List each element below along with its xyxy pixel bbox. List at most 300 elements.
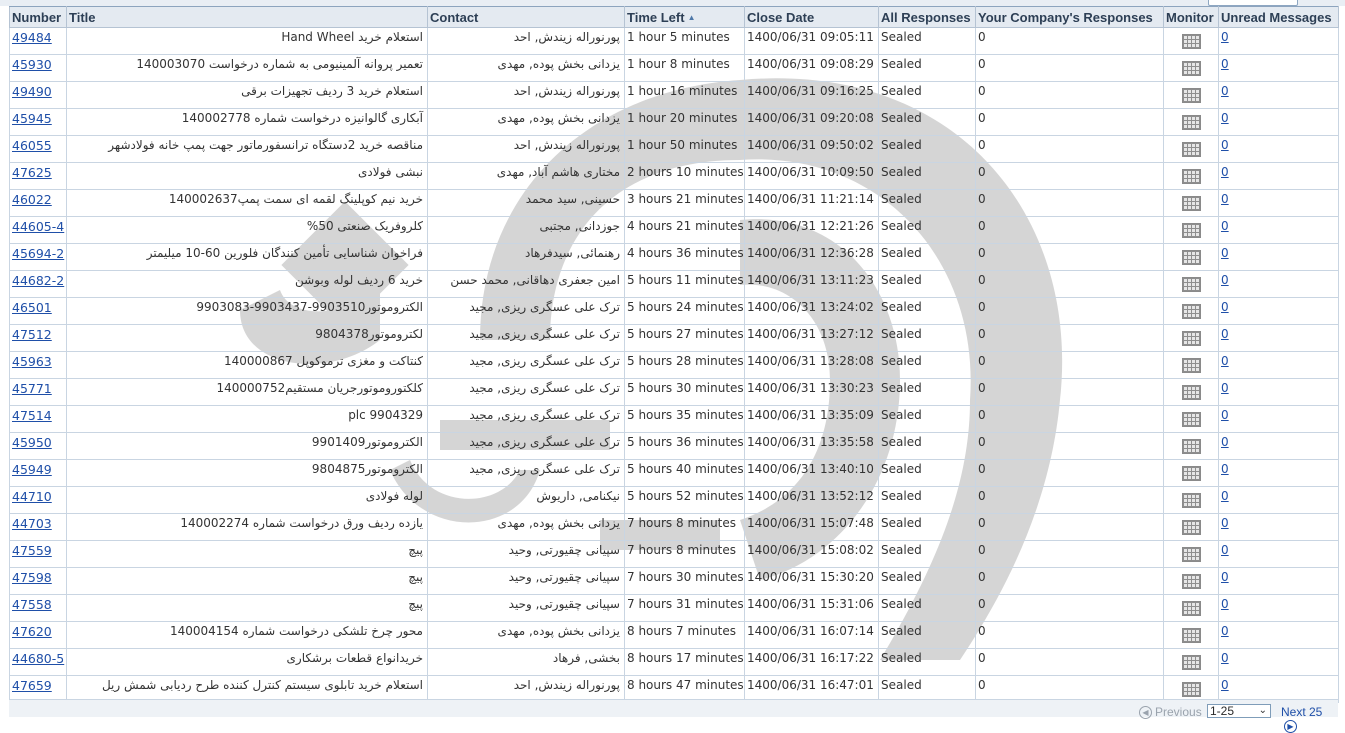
request-number-link[interactable]: 45945 <box>12 111 52 126</box>
cell-unread <box>1219 460 1339 487</box>
cell-contact <box>428 352 625 379</box>
request-title: لکتروموتور9804378 <box>315 327 423 341</box>
cell-close-date <box>745 622 879 649</box>
close-date-value: 1400/06/31 09:20:08 <box>747 111 874 125</box>
time-left-value: 8 hours 7 minutes <box>627 624 737 638</box>
cell-unread <box>1219 28 1339 55</box>
request-number-link[interactable]: 49484 <box>12 30 52 45</box>
cell-unread <box>1219 433 1339 460</box>
cell-all-responses <box>879 82 976 109</box>
cell-close-date <box>745 352 879 379</box>
cell-time-left <box>625 595 745 622</box>
table-row <box>10 109 1339 136</box>
cell-number <box>10 28 67 55</box>
cell-close-date <box>745 514 879 541</box>
your-responses-value: 0 <box>978 111 986 125</box>
col-header-number[interactable] <box>10 7 67 28</box>
all-responses-value: Sealed <box>881 516 922 530</box>
unread-messages-link[interactable]: 0 <box>1221 543 1229 557</box>
table-row <box>10 379 1339 406</box>
request-number-link[interactable]: 45771 <box>12 381 52 396</box>
time-left-value: 1 hour 5 minutes <box>627 30 730 44</box>
cell-all-responses <box>879 136 976 163</box>
all-responses-value: Sealed <box>881 543 922 557</box>
cell-monitor <box>1164 379 1219 406</box>
next-link[interactable] <box>1281 705 1338 733</box>
request-title: تعمیر پروانه آلمینیومی به شماره درخواست 140003070 <box>136 57 423 71</box>
cell-time-left <box>625 271 745 298</box>
cell-monitor <box>1164 109 1219 136</box>
your-responses-value: 0 <box>978 219 986 233</box>
request-title: الکتروموتور9804875 <box>311 462 423 476</box>
cell-contact <box>428 55 625 82</box>
request-number-link[interactable]: 44680-5 <box>12 651 65 666</box>
request-title: پیچ <box>408 543 423 557</box>
all-responses-value: Sealed <box>881 138 922 152</box>
request-number-link[interactable]: 45949 <box>12 462 52 477</box>
all-responses-value: Sealed <box>881 192 922 206</box>
cell-time-left <box>625 352 745 379</box>
request-number-link[interactable]: 44710 <box>12 489 52 504</box>
cell-time-left <box>625 568 745 595</box>
unread-messages-link[interactable]: 0 <box>1221 354 1229 368</box>
cell-close-date <box>745 271 879 298</box>
cell-all-responses <box>879 487 976 514</box>
cell-your-responses <box>976 352 1164 379</box>
monitor-grid-icon[interactable] <box>1182 223 1201 238</box>
cell-all-responses <box>879 325 976 352</box>
request-number-link[interactable]: 46022 <box>12 192 52 207</box>
your-responses-value: 0 <box>978 300 986 314</box>
unread-messages-link[interactable]: 0 <box>1221 381 1229 395</box>
cell-your-responses <box>976 82 1164 109</box>
cell-your-responses <box>976 487 1164 514</box>
contact-name: ترک علی عسگری ریزی, مجید <box>469 462 620 476</box>
cell-unread <box>1219 55 1339 82</box>
monitor-grid-icon[interactable] <box>1182 655 1201 670</box>
cell-all-responses <box>879 55 976 82</box>
contact-name: ترک علی عسگری ریزی, مجید <box>469 354 620 368</box>
cell-contact <box>428 379 625 406</box>
your-responses-value: 0 <box>978 354 986 368</box>
close-date-value: 1400/06/31 10:09:50 <box>747 165 874 179</box>
cell-close-date <box>745 379 879 406</box>
table-row <box>10 622 1339 649</box>
unread-messages-link[interactable]: 0 <box>1221 30 1229 44</box>
unread-messages-link[interactable]: 0 <box>1221 408 1229 422</box>
cell-all-responses <box>879 433 976 460</box>
cell-contact <box>428 541 625 568</box>
contact-name: رهنمائی, سیدفرهاد <box>525 246 620 260</box>
cell-unread <box>1219 136 1339 163</box>
cell-monitor <box>1164 163 1219 190</box>
contact-name: بخشی, فرهاد <box>552 651 620 665</box>
monitor-grid-icon[interactable] <box>1182 493 1201 508</box>
cell-your-responses <box>976 136 1164 163</box>
cell-all-responses <box>879 514 976 541</box>
time-left-value: 7 hours 8 minutes <box>627 543 737 557</box>
cell-time-left <box>625 217 745 244</box>
table-row <box>10 271 1339 298</box>
unread-messages-link[interactable]: 0 <box>1221 516 1229 530</box>
cell-your-responses <box>976 460 1164 487</box>
request-title: plc 9904329 <box>348 408 423 422</box>
monitor-grid-icon[interactable] <box>1182 142 1201 157</box>
your-responses-value: 0 <box>978 327 986 341</box>
time-left-value: 4 hours 36 minutes <box>627 246 744 260</box>
cell-all-responses <box>879 541 976 568</box>
col-header-title-label: Title <box>69 9 96 25</box>
your-responses-value: 0 <box>978 489 986 503</box>
col-header-your-responses[interactable] <box>976 7 1164 28</box>
contact-name: پورنوراله زیندش, احد <box>513 678 620 692</box>
your-responses-value: 0 <box>978 381 986 395</box>
all-responses-value: Sealed <box>881 489 922 503</box>
request-number-link[interactable]: 47620 <box>12 624 52 639</box>
cell-contact <box>428 649 625 676</box>
close-date-value: 1400/06/31 16:07:14 <box>747 624 874 638</box>
request-number-link[interactable]: 44703 <box>12 516 52 531</box>
request-number-link[interactable]: 45950 <box>12 435 52 450</box>
monitor-grid-icon[interactable] <box>1182 250 1201 265</box>
request-number-link[interactable]: 46501 <box>12 300 52 315</box>
cell-unread <box>1219 163 1339 190</box>
monitor-grid-icon[interactable] <box>1182 169 1201 184</box>
your-responses-value: 0 <box>978 138 986 152</box>
cell-monitor <box>1164 136 1219 163</box>
request-title: پیچ <box>408 570 423 584</box>
cell-number <box>10 55 67 82</box>
unread-messages-link[interactable]: 0 <box>1221 435 1229 449</box>
col-header-unread-label: Unread Messages <box>1221 9 1332 25</box>
table-row <box>10 217 1339 244</box>
monitor-grid-icon[interactable] <box>1182 412 1201 427</box>
request-number-link[interactable]: 49490 <box>12 84 52 99</box>
request-number-link[interactable]: 45694-2 <box>12 246 65 261</box>
chevron-down-icon: ⌄ <box>1258 705 1267 716</box>
cell-your-responses <box>976 568 1164 595</box>
cell-title <box>67 217 428 244</box>
all-responses-value: Sealed <box>881 219 922 233</box>
cell-number <box>10 271 67 298</box>
cell-monitor <box>1164 55 1219 82</box>
cell-monitor <box>1164 406 1219 433</box>
unread-messages-link[interactable]: 0 <box>1221 165 1229 179</box>
cell-your-responses <box>976 325 1164 352</box>
cell-all-responses <box>879 190 976 217</box>
close-date-value: 1400/06/31 15:07:48 <box>747 516 874 530</box>
monitor-grid-icon[interactable] <box>1182 547 1201 562</box>
cell-all-responses <box>879 622 976 649</box>
contact-name: سپیانی چقیورتی, وحید <box>508 570 620 584</box>
unread-messages-link[interactable]: 0 <box>1221 597 1229 611</box>
cell-title <box>67 352 428 379</box>
cell-close-date <box>745 460 879 487</box>
time-left-value: 7 hours 8 minutes <box>627 516 737 530</box>
time-left-value: 8 hours 17 minutes <box>627 651 744 665</box>
table-row <box>10 568 1339 595</box>
unread-messages-link[interactable]: 0 <box>1221 624 1229 638</box>
request-number-link[interactable]: 47598 <box>12 570 52 585</box>
cell-number <box>10 379 67 406</box>
cell-monitor <box>1164 622 1219 649</box>
table-row <box>10 406 1339 433</box>
request-title: الکتروموتور9903510-9903437-9903083 <box>196 300 423 314</box>
time-left-value: 3 hours 21 minutes <box>627 192 744 206</box>
cell-contact <box>428 217 625 244</box>
time-left-value: 5 hours 11 minutes <box>627 273 744 287</box>
request-number-link[interactable]: 46055 <box>12 138 52 153</box>
request-number-link[interactable]: 47512 <box>12 327 52 342</box>
cell-close-date <box>745 55 879 82</box>
cell-number <box>10 514 67 541</box>
request-title: محور چرخ تلشکی درخواست شماره 140004154 <box>169 624 423 638</box>
unread-messages-link[interactable]: 0 <box>1221 462 1229 476</box>
request-number-link[interactable]: 47559 <box>12 543 52 558</box>
your-responses-value: 0 <box>978 597 986 611</box>
cell-contact <box>428 82 625 109</box>
cell-your-responses <box>976 514 1164 541</box>
all-responses-value: Sealed <box>881 30 922 44</box>
table-row <box>10 28 1339 55</box>
unread-messages-link[interactable]: 0 <box>1221 192 1229 206</box>
cell-close-date <box>745 325 879 352</box>
close-date-value: 1400/06/31 15:30:20 <box>747 570 874 584</box>
monitor-grid-icon[interactable] <box>1182 196 1201 211</box>
col-header-close-date[interactable] <box>745 7 879 28</box>
monitor-grid-icon[interactable] <box>1182 34 1201 49</box>
unread-messages-link[interactable]: 0 <box>1221 111 1229 125</box>
unread-messages-link[interactable]: 0 <box>1221 138 1229 152</box>
contact-name: جوزدانی, مجتبی <box>539 219 620 233</box>
unread-messages-link[interactable]: 0 <box>1221 678 1229 692</box>
monitor-grid-icon[interactable] <box>1182 358 1201 373</box>
contact-name: ترک علی عسگری ریزی, مجید <box>469 435 620 449</box>
cell-time-left <box>625 298 745 325</box>
sort-ascending-icon[interactable]: ▲ <box>687 12 696 22</box>
cell-time-left <box>625 406 745 433</box>
cell-time-left <box>625 649 745 676</box>
contact-name: پورنوراله زیندش, احد <box>513 30 620 44</box>
time-left-value: 5 hours 35 minutes <box>627 408 744 422</box>
cell-number <box>10 433 67 460</box>
cell-title <box>67 298 428 325</box>
previous-link <box>1139 705 1202 719</box>
monitor-grid-icon[interactable] <box>1182 520 1201 535</box>
cell-your-responses <box>976 595 1164 622</box>
col-header-close-date-label: Close Date <box>747 9 815 25</box>
all-responses-value: Sealed <box>881 435 922 449</box>
contact-name: یزدانی بخش پوده, مهدی <box>497 624 620 638</box>
cell-unread <box>1219 379 1339 406</box>
your-responses-value: 0 <box>978 246 986 260</box>
pagination-bar <box>9 699 1338 732</box>
cell-monitor <box>1164 460 1219 487</box>
time-left-value: 1 hour 20 minutes <box>627 111 738 125</box>
all-responses-value: Sealed <box>881 354 922 368</box>
cell-time-left <box>625 163 745 190</box>
cell-your-responses <box>976 298 1164 325</box>
cell-time-left <box>625 55 745 82</box>
col-header-monitor-label: Monitor <box>1166 9 1214 25</box>
col-header-title[interactable] <box>67 7 428 28</box>
cell-all-responses <box>879 298 976 325</box>
unread-messages-link[interactable]: 0 <box>1221 489 1229 503</box>
close-date-value: 1400/06/31 13:35:09 <box>747 408 874 422</box>
close-date-value: 1400/06/31 13:30:23 <box>747 381 874 395</box>
cell-monitor <box>1164 244 1219 271</box>
cell-all-responses <box>879 163 976 190</box>
monitor-grid-icon[interactable] <box>1182 601 1201 616</box>
unread-messages-link[interactable]: 0 <box>1221 327 1229 341</box>
request-number-link[interactable]: 45963 <box>12 354 52 369</box>
cell-unread <box>1219 622 1339 649</box>
monitor-grid-icon[interactable] <box>1182 439 1201 454</box>
col-header-your-responses-label: Your Company's Responses <box>978 9 1153 25</box>
cell-number <box>10 325 67 352</box>
your-responses-value: 0 <box>978 435 986 449</box>
cell-contact <box>428 514 625 541</box>
cell-monitor <box>1164 325 1219 352</box>
close-date-value: 1400/06/31 13:35:58 <box>747 435 874 449</box>
all-responses-value: Sealed <box>881 84 922 98</box>
request-number-link[interactable]: 45930 <box>12 57 52 72</box>
cell-title <box>67 649 428 676</box>
cell-title <box>67 55 428 82</box>
monitor-grid-icon[interactable] <box>1182 331 1201 346</box>
unread-messages-link[interactable]: 0 <box>1221 651 1229 665</box>
cell-contact <box>428 163 625 190</box>
all-responses-value: Sealed <box>881 165 922 179</box>
request-number-link[interactable]: 47558 <box>12 597 52 612</box>
cell-contact <box>428 136 625 163</box>
cell-your-responses <box>976 190 1164 217</box>
monitor-grid-icon[interactable] <box>1182 682 1201 697</box>
cell-monitor <box>1164 433 1219 460</box>
contact-name: ترک علی عسگری ریزی, مجید <box>469 381 620 395</box>
next-arrow-icon[interactable]: ▶ <box>1284 720 1297 733</box>
cell-unread <box>1219 541 1339 568</box>
col-header-all-responses-label: All Responses <box>881 9 971 25</box>
close-date-value: 1400/06/31 13:27:12 <box>747 327 874 341</box>
monitor-grid-icon[interactable] <box>1182 88 1201 103</box>
cell-title <box>67 28 428 55</box>
cell-contact <box>428 109 625 136</box>
cell-unread <box>1219 298 1339 325</box>
col-header-time-left[interactable] <box>625 7 745 28</box>
cell-close-date <box>745 190 879 217</box>
close-date-value: 1400/06/31 13:40:10 <box>747 462 874 476</box>
cell-all-responses <box>879 379 976 406</box>
cell-title <box>67 541 428 568</box>
contact-name: سپیانی چقیورتی, وحید <box>508 543 620 557</box>
col-header-all-responses[interactable] <box>879 7 976 28</box>
unread-messages-link[interactable]: 0 <box>1221 219 1229 233</box>
cell-monitor <box>1164 28 1219 55</box>
request-title: کنتاکت و مغزی ترموکوپل 140000867 <box>223 354 423 368</box>
cell-your-responses <box>976 622 1164 649</box>
monitor-grid-icon[interactable] <box>1182 628 1201 643</box>
request-title: خرید 6 ردیف لوله وبوشن <box>295 273 423 287</box>
cell-time-left <box>625 325 745 352</box>
contact-name: امین جعفری دهاقانی, محمد حسن <box>450 273 620 287</box>
cell-contact <box>428 487 625 514</box>
monitor-grid-icon[interactable] <box>1182 304 1201 319</box>
unread-messages-link[interactable]: 0 <box>1221 300 1229 314</box>
monitor-grid-icon[interactable] <box>1182 574 1201 589</box>
your-responses-value: 0 <box>978 192 986 206</box>
col-header-contact[interactable] <box>428 7 625 28</box>
cell-number <box>10 649 67 676</box>
cell-number <box>10 568 67 595</box>
cell-time-left <box>625 190 745 217</box>
unread-messages-link[interactable]: 0 <box>1221 84 1229 98</box>
close-date-value: 1400/06/31 11:21:14 <box>747 192 874 206</box>
cell-time-left <box>625 109 745 136</box>
request-number-link[interactable]: 47659 <box>12 678 52 693</box>
all-responses-value: Sealed <box>881 327 922 341</box>
cell-title <box>67 379 428 406</box>
time-left-value: 5 hours 24 minutes <box>627 300 744 314</box>
monitor-grid-icon[interactable] <box>1182 385 1201 400</box>
request-number-link[interactable]: 44605-4 <box>12 219 65 234</box>
monitor-grid-icon[interactable] <box>1182 466 1201 481</box>
cell-number <box>10 244 67 271</box>
cell-contact <box>428 622 625 649</box>
cell-number <box>10 190 67 217</box>
request-number-link[interactable]: 47625 <box>12 165 52 180</box>
cell-time-left <box>625 28 745 55</box>
unread-messages-link[interactable]: 0 <box>1221 57 1229 71</box>
all-responses-value: Sealed <box>881 246 922 260</box>
cell-contact <box>428 271 625 298</box>
monitor-grid-icon[interactable] <box>1182 115 1201 130</box>
monitor-grid-icon[interactable] <box>1182 61 1201 76</box>
close-date-value: 1400/06/31 12:21:26 <box>747 219 874 233</box>
cell-number <box>10 595 67 622</box>
table-row <box>10 136 1339 163</box>
cell-time-left <box>625 487 745 514</box>
cell-title <box>67 514 428 541</box>
table-row <box>10 244 1339 271</box>
request-number-link[interactable]: 44682-2 <box>12 273 65 288</box>
cell-number <box>10 460 67 487</box>
cell-unread <box>1219 595 1339 622</box>
request-title: نبشی فولادی <box>358 165 423 179</box>
cell-unread <box>1219 649 1339 676</box>
cell-your-responses <box>976 541 1164 568</box>
cell-monitor <box>1164 217 1219 244</box>
request-title: آبکاری گالوانیزه درخواست شماره 140002778 <box>181 111 423 125</box>
contact-name: ترک علی عسگری ریزی, مجید <box>469 327 620 341</box>
cell-close-date <box>745 82 879 109</box>
table-row <box>10 649 1339 676</box>
request-number-link[interactable]: 47514 <box>12 408 52 423</box>
col-header-contact-label: Contact <box>430 9 479 25</box>
cell-monitor <box>1164 595 1219 622</box>
col-header-monitor <box>1164 7 1219 28</box>
request-title: یازده ردیف ورق درخواست شماره 140002274 <box>180 516 423 530</box>
cell-time-left <box>625 82 745 109</box>
your-responses-value: 0 <box>978 273 986 287</box>
table-row <box>10 460 1339 487</box>
monitor-grid-icon[interactable] <box>1182 277 1201 292</box>
unread-messages-link[interactable]: 0 <box>1221 273 1229 287</box>
your-responses-value: 0 <box>978 30 986 44</box>
unread-messages-link[interactable]: 0 <box>1221 570 1229 584</box>
unread-messages-link[interactable]: 0 <box>1221 246 1229 260</box>
all-responses-value: Sealed <box>881 651 922 665</box>
